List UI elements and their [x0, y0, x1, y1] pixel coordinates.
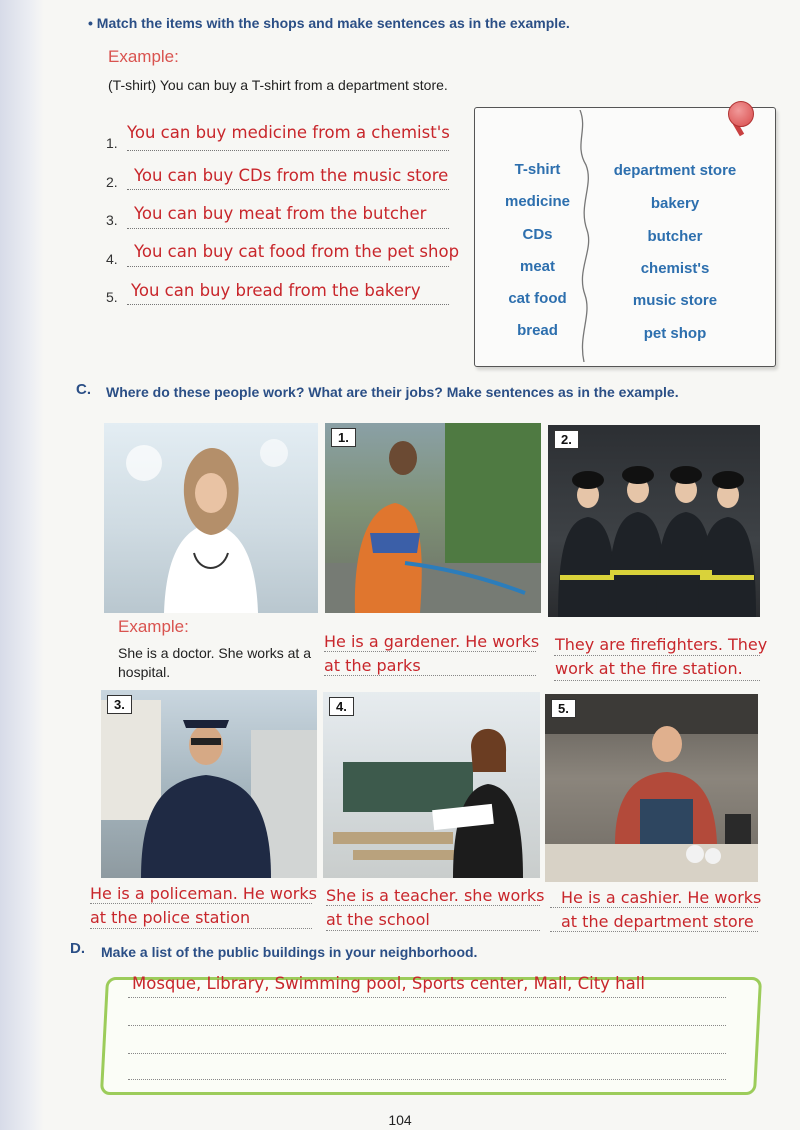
shop-word: butcher	[647, 228, 703, 245]
page-number: 104	[388, 1112, 412, 1128]
answer-c-1: He is a gardener. He works at the parks	[324, 632, 540, 675]
photo-cashier	[545, 694, 758, 882]
example-label-c: Example:	[118, 617, 189, 636]
answer-line	[324, 651, 536, 652]
page-binding-shadow	[0, 0, 44, 1130]
section-d-answer: Mosque, Library, Swimming pool, Sports center, Mall, City hall	[132, 974, 645, 993]
answer-number-4: 4.	[106, 251, 118, 267]
shop-word: pet shop	[643, 325, 707, 342]
answer-line	[90, 928, 312, 929]
answer-line	[554, 680, 760, 681]
section-c-instruction: Where do these people work? What are their jobs? Make sentences as in the example.	[106, 384, 679, 400]
item-word: medicine	[504, 193, 571, 210]
answer-3: You can buy meat from the butcher	[134, 204, 427, 223]
example-label: Example:	[108, 47, 179, 66]
photo-gardener	[325, 423, 541, 613]
photo-policeman	[101, 690, 317, 878]
section-c-letter: C.	[76, 381, 91, 398]
list-line	[128, 1053, 726, 1054]
answer-number-3: 3.	[106, 212, 118, 228]
shop-word: bakery	[650, 195, 700, 212]
answer-line	[554, 655, 760, 656]
neighborhood-list-box	[100, 977, 762, 1095]
example-sentence: (T-shirt) You can buy a T-shirt from a department store.	[108, 77, 448, 93]
photo-firefighters	[548, 425, 760, 617]
item-word: bread	[517, 322, 558, 339]
answer-line-1	[127, 150, 449, 151]
photo-teacher	[323, 692, 540, 878]
answer-c-4: She is a teacher. she works at the school	[326, 886, 545, 929]
shop-word: department store	[613, 162, 737, 179]
answer-number-5: 5.	[106, 289, 118, 305]
push-pin-icon	[728, 101, 754, 127]
section-d-instruction: Make a list of the public buildings in your neighborhood.	[101, 944, 478, 960]
list-line	[128, 1025, 726, 1026]
photo-number: 3.	[107, 695, 132, 714]
answer-c-5: He is a cashier. He works at the department store	[561, 888, 762, 931]
shop-word: music store	[632, 292, 718, 309]
answer-4: You can buy cat food from the pet shop	[134, 242, 460, 261]
answer-line	[550, 907, 758, 908]
list-line	[128, 997, 726, 998]
answer-line-3	[127, 228, 449, 229]
answer-2: You can buy CDs from the music store	[134, 166, 449, 185]
answer-line-5	[127, 304, 449, 305]
answer-line	[550, 931, 758, 932]
item-word: T-shirt	[514, 161, 561, 178]
answer-c-2: They are firefighters. They work at the fire station.	[555, 635, 768, 678]
answer-line	[324, 675, 536, 676]
photo-doctor	[104, 423, 318, 613]
answer-number-2: 2.	[106, 174, 118, 190]
photo-number: 1.	[331, 428, 356, 447]
answer-5: You can buy bread from the bakery	[131, 281, 421, 300]
item-word: cat food	[508, 290, 567, 307]
section-d-letter: D.	[70, 940, 85, 957]
answer-line-2	[127, 189, 449, 190]
item-word: meat	[519, 258, 556, 275]
answer-line	[326, 905, 540, 906]
photo-number: 4.	[329, 697, 354, 716]
item-word: CDs	[522, 226, 553, 243]
answer-number-1: 1.	[106, 135, 118, 151]
section-b-instruction: • Match the items with the shops and make sentences as in the example.	[88, 15, 570, 31]
answer-1: You can buy medicine from a chemist's	[127, 123, 450, 142]
shop-word: chemist's	[640, 260, 710, 277]
answer-line	[326, 930, 540, 931]
answer-line	[90, 903, 312, 904]
answer-c-3: He is a policeman. He works at the police station	[90, 884, 317, 927]
photo-number: 5.	[551, 699, 576, 718]
answer-line-4	[127, 266, 449, 267]
example-text-c: She is a doctor. She works at a hospital.	[118, 645, 311, 680]
photo-number: 2.	[554, 430, 579, 449]
list-line	[128, 1079, 726, 1080]
